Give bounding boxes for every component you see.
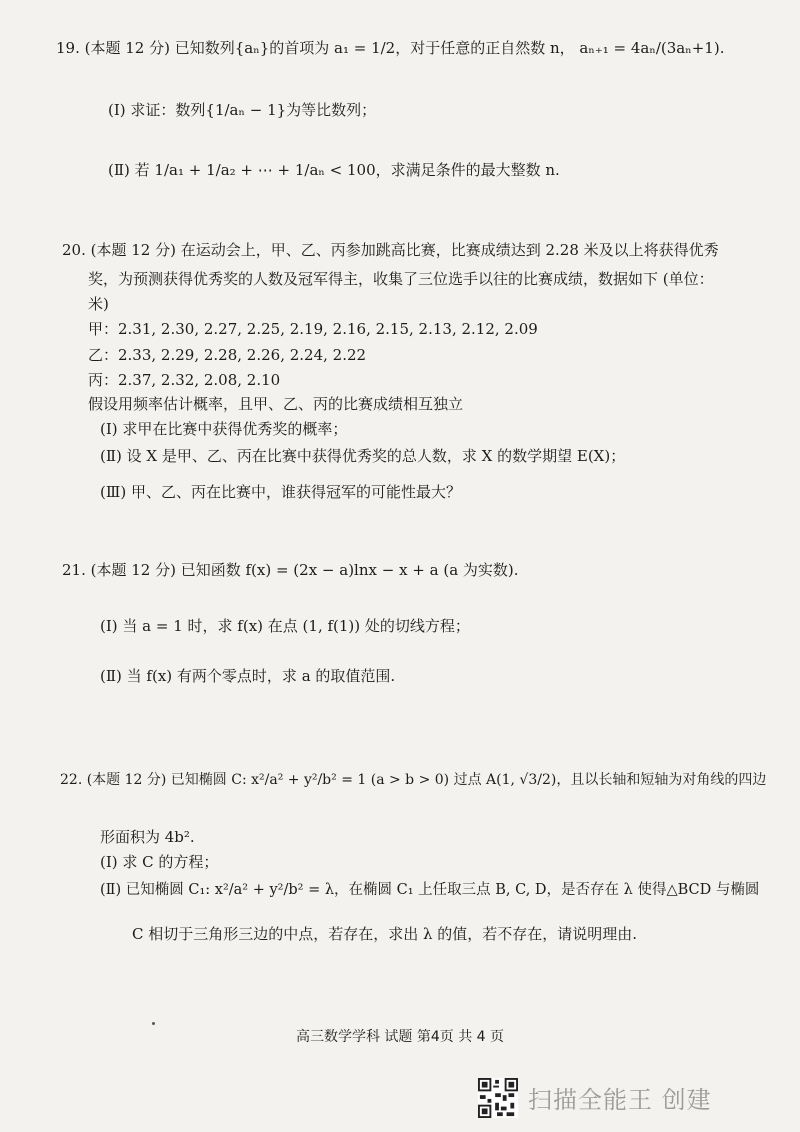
q20-data-bing: 丙：2.37, 2.32, 2.08, 2.10 [88, 371, 281, 389]
q19-part2-text: (Ⅱ) 若 1/a₁ + 1/a₂ + ⋯ + 1/aₙ < 100，求满足条件的最大整数 n. [108, 161, 560, 179]
page-footer: 高三数学学科 试题 第4页 共 4 页 [295, 1029, 505, 1045]
stray-dot [152, 1022, 155, 1025]
qr-code-icon [478, 1078, 518, 1118]
q20-assumption: 假设用频率估计概率，且甲、乙、丙的比赛成绩相互独立 [88, 395, 464, 413]
q20-part3: (Ⅲ) 甲、乙、丙在比赛中，谁获得冠军的可能性最大？ [100, 483, 461, 501]
q22-continuation: 形面积为 4b². [100, 828, 195, 846]
q21-head: 21. (本题 12 分) 已知函数 f(x) = (2x − a)lnx − x + a (a 为实数). [62, 561, 519, 579]
q19-part1 [108, 100, 376, 120]
q20-line1: 20. (本题 12 分) 在运动会上，甲、乙、丙参加跳高比赛，比赛成绩达到 2.28 米及以上将获得优秀 [62, 241, 719, 259]
q20-data-jia: 甲：2.31, 2.30, 2.27, 2.25, 2.19, 2.16, 2.15, 2.13, 2.12, 2.09 [88, 320, 538, 338]
q20-line3: 米) [88, 295, 109, 313]
q22-part2: (Ⅱ) 已知椭圆 C₁: x²/a² + y²/b² = λ，在椭圆 C₁ 上任取三点 B, C, D，是否存在 λ 使得△BCD 与椭圆 [100, 882, 760, 898]
q22-part1: (Ⅰ) 求 C 的方程； [100, 853, 219, 871]
q22-head: 22. (本题 12 分) 已知椭圆 C: x²/a² + y²/b² = 1 (a > b > 0) 过点 A(1, √3/2)，且以长轴和短轴为对角线的四边 [60, 772, 767, 788]
q21-part2: (Ⅱ) 当 f(x) 有两个零点时，求 a 的取值范围. [100, 667, 396, 685]
scanner-watermark: 扫描全能王 创建 [528, 1086, 712, 1114]
q20-part2: (Ⅱ) 设 X 是甲、乙、丙在比赛中获得优秀奖的总人数，求 X 的数学期望 E(X)； [100, 447, 626, 465]
q19-head [56, 38, 724, 58]
q20-line2: 奖，为预测获得优秀奖的人数及冠军得主，收集了三位选手以往的比赛成绩，数据如下 (单位： [88, 270, 714, 288]
q19-part2 [108, 160, 560, 180]
q22-part2-cont: C 相切于三角形三边的中点，若存在，求出 λ 的值，若不存在，请说明理由. [132, 925, 638, 943]
q21-part1: (Ⅰ) 当 a = 1 时，求 f(x) 在点 (1, f(1)) 处的切线方程； [100, 617, 470, 635]
q20-part1: (Ⅰ) 求甲在比赛中获得优秀奖的概率； [100, 420, 348, 438]
q19-head-text: 19. (本题 12 分) 已知数列{aₙ}的首项为 a₁ = 1/2，对于任意的正自然数 n， aₙ₊₁ = 4aₙ/(3aₙ+1). [56, 39, 725, 57]
q19-part1-text: (Ⅰ) 求证：数列{1/aₙ − 1}为等比数列； [108, 101, 377, 119]
q20-data-yi: 乙：2.33, 2.29, 2.28, 2.26, 2.24, 2.22 [88, 346, 367, 364]
